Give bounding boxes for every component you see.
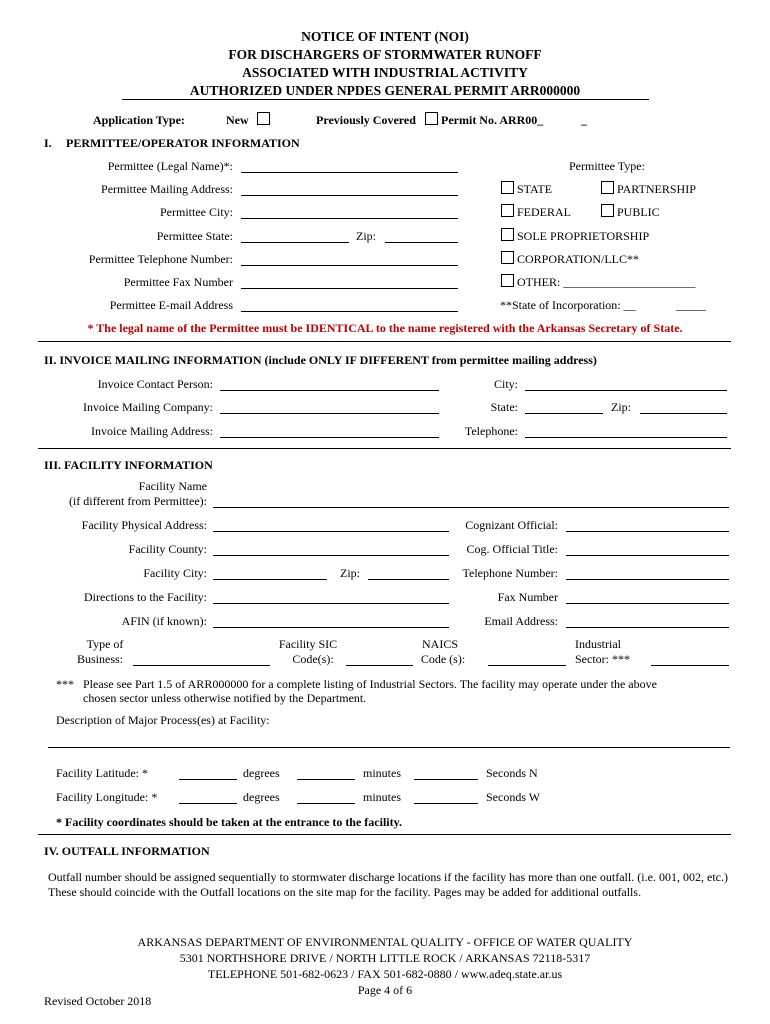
cognizant-official-field[interactable] [566,531,729,532]
new-label: New [226,113,249,127]
latitude-label: Facility Latitude: * [56,766,148,780]
facility-zip-field[interactable] [368,579,449,580]
section2-divider [38,448,731,449]
title-underline [122,99,649,100]
facility-sic-label-1: Facility SIC [278,637,338,651]
latitude-degrees-field[interactable] [179,779,237,780]
facility-address-label: Facility Physical Address: [81,518,207,532]
section1-divider [38,341,731,342]
state-option-label: STATE [517,182,553,196]
previously-covered-label: Previously Covered [316,113,416,127]
facility-email-label: Email Address: [484,614,558,628]
facility-telephone-field[interactable] [566,579,729,580]
sector-note-stars: *** [56,677,74,691]
process-description-field[interactable] [48,747,730,748]
facility-fax-field[interactable] [566,603,729,604]
title-line-4: AUTHORIZED UNDER NPDES GENERAL PERMIT ARR000000 [189,83,581,98]
permit-no-label: Permit No. ARR00_ [441,113,544,127]
partnership-checkbox[interactable] [601,181,614,194]
invoice-telephone-field[interactable] [525,437,727,438]
coordinates-note: * Facility coordinates should be taken at the entrance to the facility. [56,815,402,829]
permit-no-suffix: _ [581,113,587,127]
footer-contact: TELEPHONE 501-682-0623 / FAX 501-682-0880 / www.adeq.state.ar.us [207,967,563,981]
facility-fax-label: Fax Number [497,590,558,604]
public-option-label: PUBLIC [617,205,660,219]
title-line-1: NOTICE OF INTENT (NOI) [301,29,469,44]
other-option-label[interactable]: OTHER: ______________________ [517,275,696,289]
facility-name-label-2: (if different from Permittee): [68,494,207,508]
section1-heading: PERMITTEE/OPERATOR INFORMATION [66,136,300,150]
other-checkbox[interactable] [501,274,514,287]
longitude-minutes-label: minutes [363,790,401,804]
section1-number: I. [44,136,52,150]
facility-county-label: Facility County: [128,542,207,556]
facility-sic-label-2: Code(s): [292,652,334,666]
longitude-degrees-field[interactable] [179,803,237,804]
application-type-label: Application Type: [93,113,185,127]
federal-option-label: FEDERAL [517,205,571,219]
section3-divider [38,834,731,835]
industrial-sector-field[interactable] [651,665,729,666]
state-of-incorporation-label: **State of Incorporation: __ [500,298,636,312]
permittee-email-label: Permittee E-mail Address [109,298,233,312]
facility-zip-label: Zip: [340,566,360,580]
facility-name-field[interactable] [213,507,729,508]
sole-proprietorship-option-label: SOLE PROPRIETORSHIP [517,229,650,243]
page-number: Page 4 of 6 [357,983,413,997]
facility-telephone-label: Telephone Number: [462,566,558,580]
public-checkbox[interactable] [601,204,614,217]
longitude-label: Facility Longitude: * [56,790,158,804]
longitude-seconds-label: Seconds W [486,790,541,804]
permittee-state-field[interactable] [241,242,349,243]
cog-official-title-field[interactable] [566,555,729,556]
revision-date: Revised October 2018 [44,994,152,1008]
type-of-business-field[interactable] [133,665,270,666]
footer-address: 5301 NORTHSHORE DRIVE / NORTH LITTLE ROCK / ARKANSAS 72118-5317 [179,951,591,965]
permittee-mailing-address-label: Permittee Mailing Address: [101,182,233,196]
naics-field[interactable] [488,665,566,666]
latitude-seconds-field[interactable] [414,779,478,780]
corporation-checkbox[interactable] [501,251,514,264]
longitude-minutes-field[interactable] [297,803,355,804]
permittee-zip-field[interactable] [385,242,458,243]
cog-official-title-label: Cog. Official Title: [466,542,558,556]
outfall-instructions: Outfall number should be assigned sequentially to stormwater discharge locations if the facility has more than one outfall. (i.e. 001, 002, etc.) These should coincide with the Outfall locations on the site map for the facility. Pages may be added for additional outfalls. [48,870,728,899]
permittee-fax-field[interactable] [241,288,458,289]
previously-covered-checkbox[interactable] [425,112,438,125]
permittee-city-label: Permittee City: [160,205,233,219]
invoice-state-label: State: [490,400,518,414]
latitude-degrees-label: degrees [243,766,280,780]
permittee-legal-name-label: Permittee (Legal Name)*: [107,159,233,173]
invoice-zip-field[interactable] [640,413,727,414]
sector-note-line-2: chosen sector unless otherwise notified by the Department. [83,691,367,705]
permittee-city-field[interactable] [241,218,458,219]
permittee-mailing-address-field[interactable] [241,195,458,196]
industrial-sector-label-2: Sector: *** [575,652,630,666]
facility-name-label-1: Facility Name [138,479,207,493]
title-line-3: ASSOCIATED WITH INDUSTRIAL ACTIVITY [242,65,528,80]
state-checkbox[interactable] [501,181,514,194]
naics-label-1: NAICS [421,637,458,651]
latitude-minutes-field[interactable] [297,779,355,780]
document-title [0,28,770,100]
footer [0,934,770,998]
process-description-label: Description of Major Process(es) at Facility: [56,713,270,727]
section2-heading: II. INVOICE MAILING INFORMATION (include ONLY IF DIFFERENT from permittee mailing address) [44,353,597,367]
afin-label: AFIN (if known): [121,614,207,628]
longitude-degrees-label: degrees [243,790,280,804]
permittee-legal-name-field[interactable] [241,172,458,173]
invoice-company-label: Invoice Mailing Company: [83,400,213,414]
legal-name-note: * The legal name of the Permittee must be IDENTICAL to the name registered with the Arkansas Secretary of State. [87,321,683,335]
invoice-address-label: Invoice Mailing Address: [91,424,213,438]
type-of-business-label-1: Type of [86,637,124,651]
facility-city-field[interactable] [213,579,327,580]
invoice-zip-label: Zip: [611,400,631,414]
title-line-2: FOR DISCHARGERS OF STORMWATER RUNOFF [228,47,542,62]
state-of-incorporation-field[interactable]: _____ [676,298,706,312]
permittee-fax-label: Permittee Fax Number [123,275,233,289]
cognizant-official-label: Cognizant Official: [465,518,558,532]
industrial-sector-label-1: Industrial [575,637,621,651]
new-checkbox[interactable] [257,112,270,125]
invoice-address-field[interactable] [220,437,439,438]
permittee-telephone-label: Permittee Telephone Number: [88,252,233,266]
section3-heading: III. FACILITY INFORMATION [44,458,213,472]
corporation-option-label: CORPORATION/LLC** [517,252,640,266]
facility-city-label: Facility City: [143,566,207,580]
footer-agency: ARKANSAS DEPARTMENT OF ENVIRONMENTAL QUALITY - OFFICE OF WATER QUALITY [137,935,633,949]
permittee-state-label: Permittee State: [156,229,233,243]
permittee-type-label: Permittee Type: [569,159,645,173]
latitude-minutes-label: minutes [363,766,401,780]
latitude-seconds-label: Seconds N [486,766,538,780]
invoice-city-label: City: [493,377,518,391]
invoice-contact-label: Invoice Contact Person: [97,377,213,391]
invoice-company-field[interactable] [220,413,439,414]
longitude-seconds-field[interactable] [414,803,478,804]
partnership-option-label: PARTNERSHIP [617,182,696,196]
facility-sic-field[interactable] [346,665,413,666]
invoice-contact-field[interactable] [220,390,439,391]
invoice-state-field[interactable] [525,413,603,414]
facility-address-field[interactable] [213,531,449,532]
sector-note-line-1: Please see Part 1.5 of ARR000000 for a complete listing of Industrial Sectors. The facility may operate under the above [83,677,657,691]
facility-county-field[interactable] [213,555,449,556]
section4-heading: IV. OUTFALL INFORMATION [44,844,210,858]
afin-field[interactable] [213,627,449,628]
invoice-telephone-label: Telephone: [464,424,518,438]
naics-label-2: Code (s): [420,652,466,666]
federal-checkbox[interactable] [501,204,514,217]
permittee-telephone-field[interactable] [241,265,458,266]
permittee-zip-label: Zip: [356,229,376,243]
facility-directions-label: Directions to the Facility: [84,590,207,604]
invoice-city-field[interactable] [525,390,727,391]
facility-directions-field[interactable] [213,603,449,604]
permittee-email-field[interactable] [241,311,458,312]
facility-email-field[interactable] [566,627,729,628]
sole-proprietorship-checkbox[interactable] [501,228,514,241]
type-of-business-label-2: Business: [76,652,123,666]
